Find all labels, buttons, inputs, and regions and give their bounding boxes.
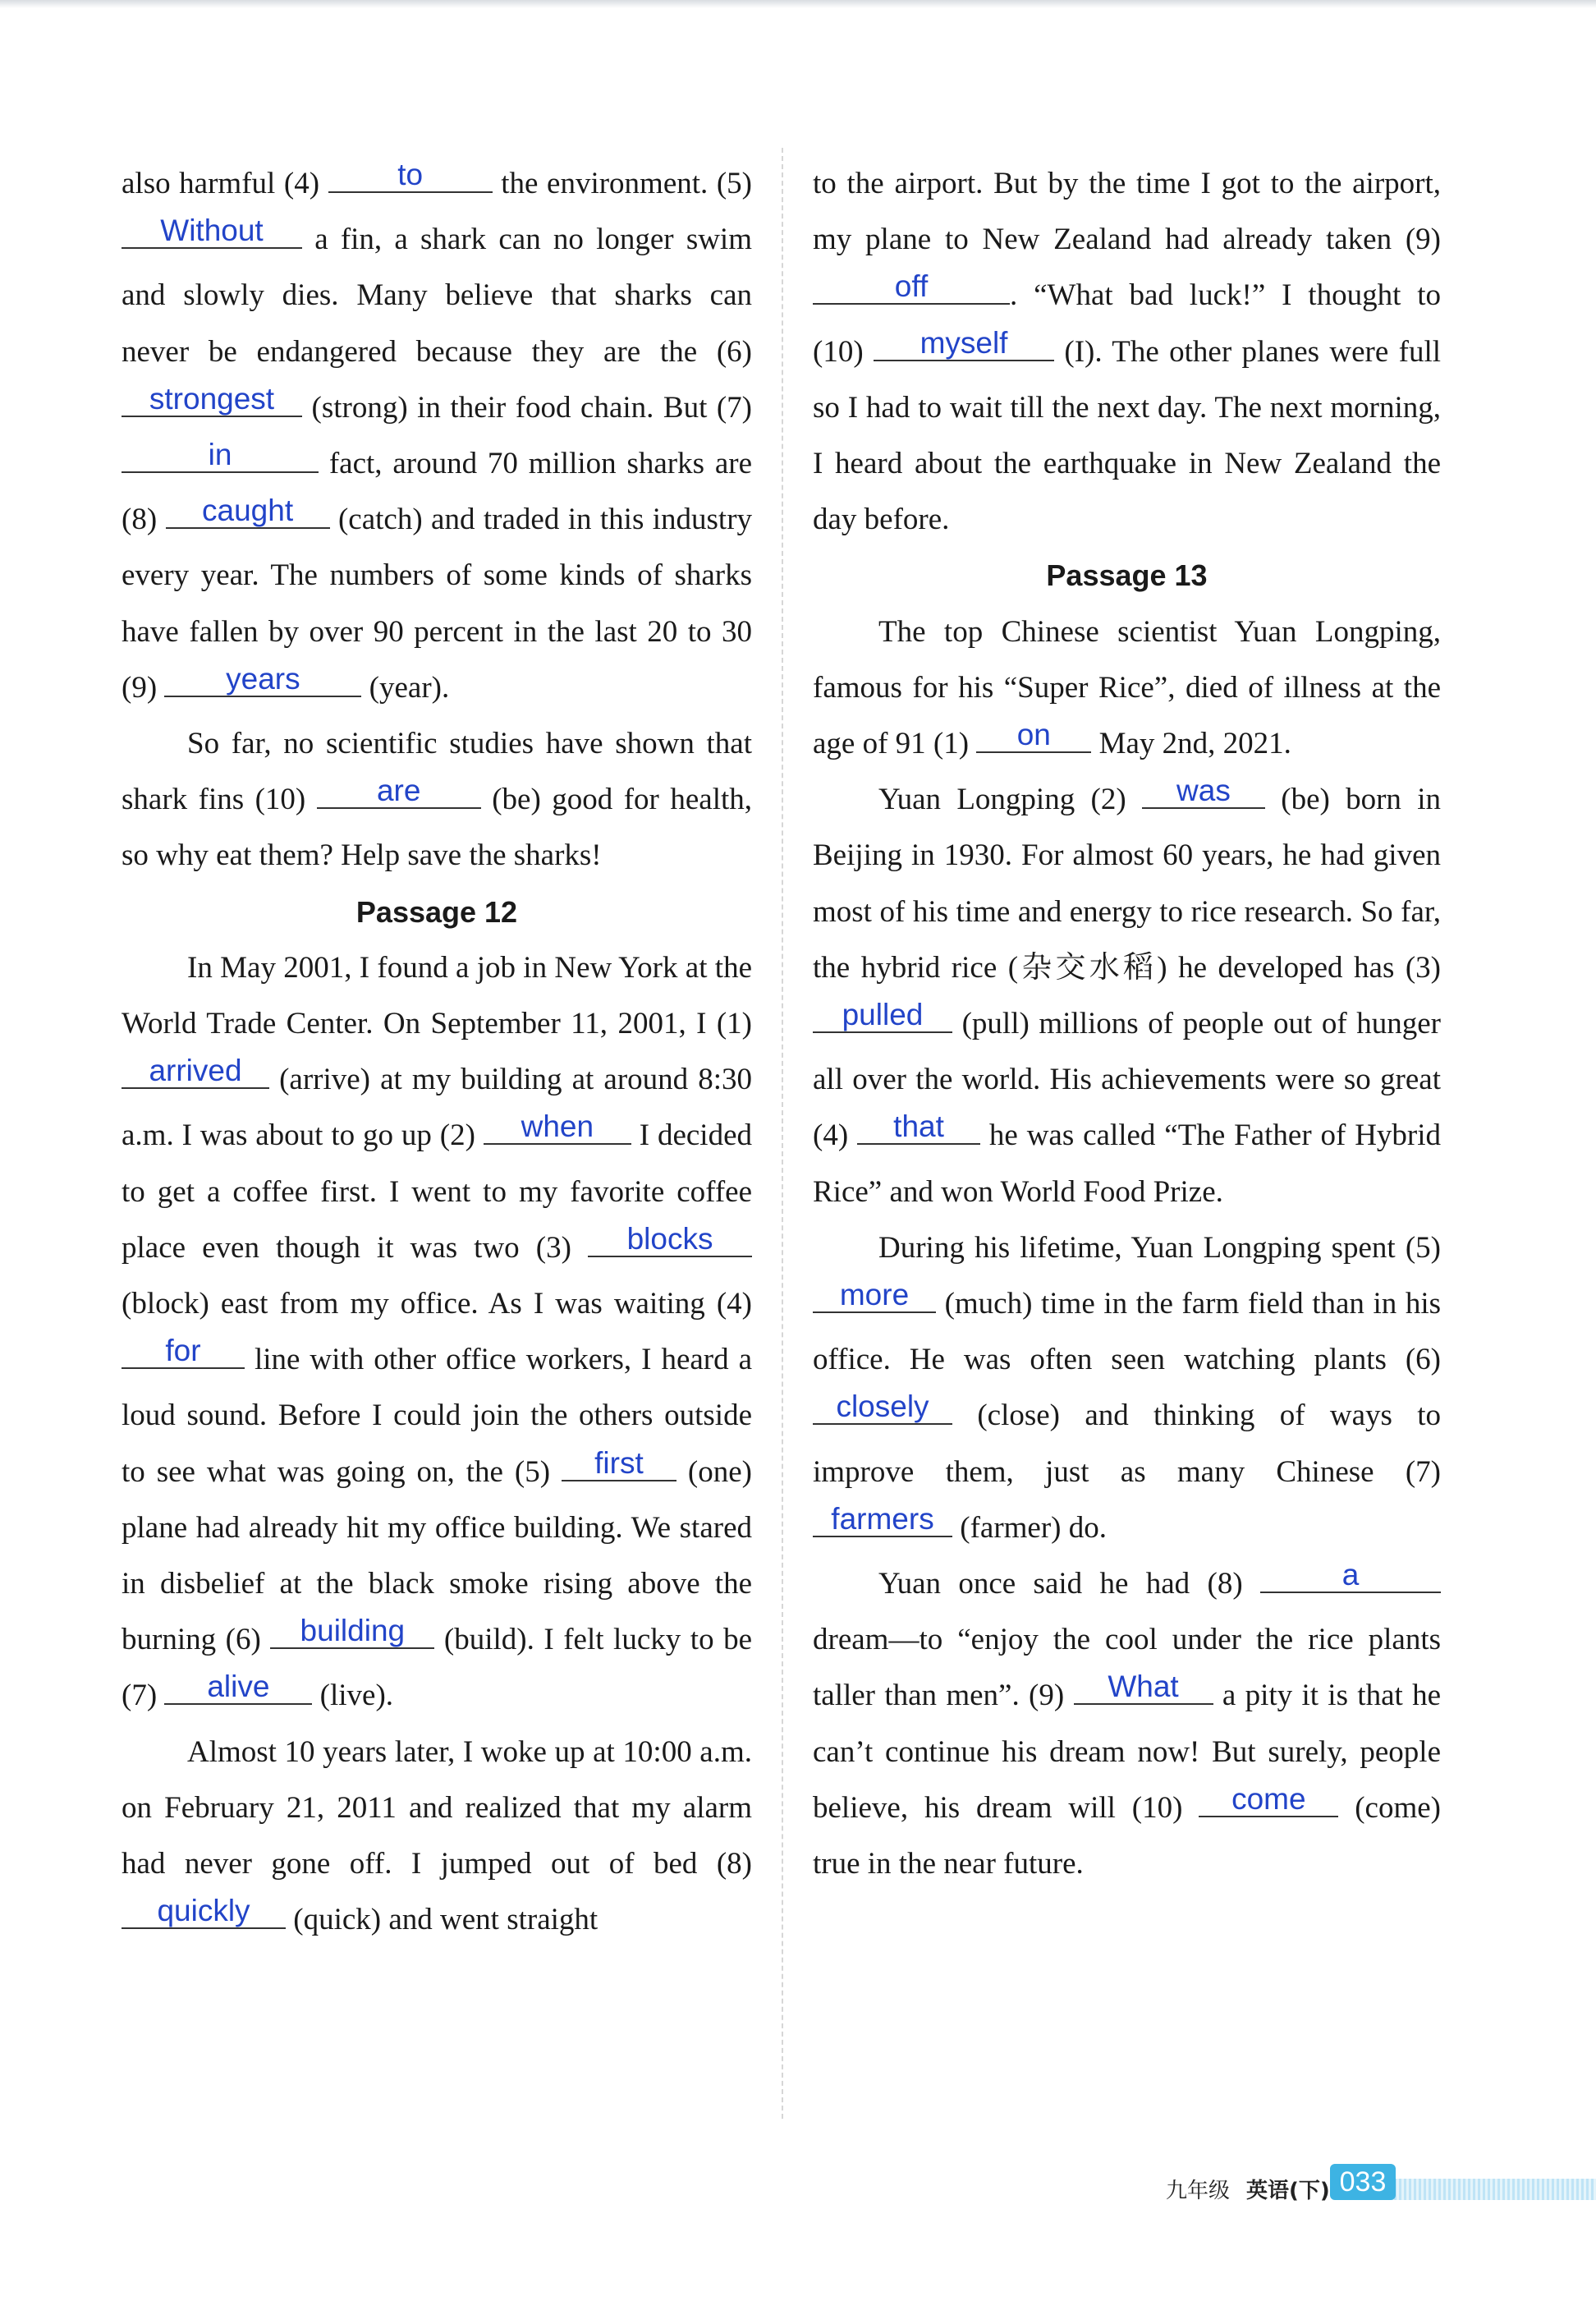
passage-12-paragraph-1 [122,940,752,1725]
grade-label: 九年级 [1166,2179,1231,2203]
page-footer [1136,2156,1596,2205]
blank-9 [1074,1670,1213,1705]
text: (build). I felt lucky to be (7) [122,1623,753,1713]
text: (catch) and traded in this industry every year. The numbers of some kinds of sharks have fallen by over 90 percent in the last 20 to 30 (9) [122,503,753,705]
answer: What [1108,1670,1179,1704]
answer: in [208,438,232,472]
passage-12-title: Passage 12 [355,894,518,929]
passage-13-paragraph-4 [813,1556,1441,1892]
passage-13-paragraph-3 [813,1220,1441,1556]
subject-label: 英语(下) [1246,2179,1330,2203]
blank-4 [122,1334,245,1369]
answer: off [894,269,929,304]
blank-1 [976,718,1091,753]
text: (block) east from my office. As I was waiting (4) [122,1287,752,1321]
text: (year). [369,670,450,705]
answer: first [594,1445,644,1480]
answer: come [1231,1781,1306,1816]
passage-13-paragraph-2 [813,772,1441,1220]
text: a pity it is that he can’t continue his dream now! But surely, people believe, his dream will (10) [813,1679,1442,1825]
text: line with other office workers, I heard a loud sound. Before I could join the others outside to see what was going on, the (5) [122,1343,753,1489]
text: also harmful (4) [122,167,320,200]
text: So far, no scientific studies have shown that shark fins (10) [122,727,752,817]
blank-8 [166,494,330,529]
answer: pulled [842,998,924,1032]
text: (quick) and went straight [293,1903,598,1937]
text: I decided to get a coffee first. I went to my favorite coffee place even though it was two (3) [122,1118,753,1265]
text: (much) time in the farm field than in his office. He was often seen watching plants (6) [813,1287,1442,1377]
blank-8 [122,1894,286,1929]
text: to the airport. But by the time I got to the airport, my plane to New Zealand had already taken (9) [813,167,1441,257]
passage-12-paragraph-2-continued [813,156,1441,548]
passage-13-paragraph-1 [813,604,1441,773]
shark-paragraph-2 [122,716,752,884]
answer: that [893,1109,944,1144]
answer: farmers [831,1501,934,1536]
answer: myself [920,325,1008,360]
blank-4 [328,158,493,193]
text: Yuan once said he had (8) [878,1567,1243,1601]
text: (close) and thinking of ways to improve them, just as many Chinese (7) [813,1399,1441,1489]
text: (farmer) do. [960,1510,1107,1545]
text: May 2nd, 2021. [1098,727,1291,761]
text: he was called “The Father of Hybrid Rice” and won World Food Prize. [813,1118,1442,1209]
answer: quickly [157,1894,250,1928]
blank-7 [164,1670,312,1705]
text: The top Chinese scientist Yuan Longping, famous for his “Super Rice”, died of illness at the age of 91 (1) [813,614,1441,761]
blank-5 [122,214,302,249]
answer: building [300,1614,406,1648]
text: (be) good for health, so why eat them? Help save the sharks! [122,783,753,873]
answer: closely [836,1389,929,1424]
passage-12-paragraph-2 [122,1725,752,1949]
answer: was [1176,774,1231,808]
passage-13-title: Passage 13 [1046,558,1208,593]
blank-7 [122,438,319,473]
text: (come) true in the near future. [813,1790,1442,1881]
text: (arrive) at my building at around 8:30 a.m. I was about to go up (2) [122,1063,752,1153]
blank-6 [813,1389,952,1425]
blank-10 [874,325,1054,361]
blank-8 [1260,1558,1441,1593]
blank-9 [164,661,361,697]
answer: alive [207,1670,270,1704]
blank-1 [122,1054,269,1089]
blank-9 [813,269,1010,305]
answer: when [521,1109,594,1144]
text: In May 2001, I found a job in New York at the World Trade Center. On September 11, 2001, I (1) [122,950,752,1041]
text: . “What bad luck!” I thought to (10) [813,278,1441,369]
text: Yuan Longping (2) [878,783,1126,817]
page-top-edge [0,0,1596,8]
answer: Without [160,214,264,248]
text: (strong) in their food chain. But (7) [311,390,752,425]
text: (live). [319,1679,394,1713]
text: (I). The other planes were full so I had to wait till the next day. The next morning, I heard about the earthquake in New Zealand the day before. [813,334,1442,537]
text: (pull) millions of people out of hunger all over the world. His achievements were so great (4) [813,1007,1442,1153]
blank-7 [813,1501,952,1537]
blank-6 [270,1614,434,1649]
blank-4 [857,1109,980,1145]
blank-6 [122,381,302,417]
answer: for [165,1334,201,1368]
text: Almost 10 years later, I woke up at 10:00 a.m. on February 21, 2011 and realized that my alarm had never gone off. I jumped out of bed (8) [122,1734,752,1881]
right-column [813,156,1441,1892]
text: the environment. (5) [501,167,753,200]
text: During his lifetime, Yuan Longping spent (5) [878,1230,1441,1265]
text: a fin, a shark can no longer swim and slowly dies. Many believe that sharks can never be endangered because they are the (6) [122,223,752,369]
answer: caught [202,494,294,528]
page-number: 033 [1330,2164,1396,2200]
blank-5 [813,1278,936,1313]
blank-10 [1199,1781,1338,1817]
answer: blocks [626,1221,713,1256]
answer: strongest [149,381,275,416]
answer: to [397,158,424,191]
answer: years [226,661,300,696]
column-divider [782,148,783,2119]
text: (one) plane had already hit my office building. We stared in disbelief at the black smoke rising above the burning (6) [122,1454,752,1657]
blank-10 [317,774,481,809]
blank-2 [1142,774,1265,809]
left-column [122,156,752,1949]
answer: a [1341,1558,1360,1592]
blank-2 [484,1109,631,1145]
answer: arrived [149,1054,242,1088]
answer: on [1016,718,1051,752]
blank-3 [588,1221,752,1257]
blank-5 [562,1445,676,1481]
blank-3 [813,998,952,1033]
answer: more [839,1278,910,1312]
shark-paragraph-1 [122,156,752,716]
answer: are [376,774,421,808]
text: fact, around 70 million sharks are (8) [122,447,753,537]
text: dream—to “enjoy the cool under the rice plants taller than men”. (9) [813,1623,1441,1713]
text: (be) born in Beijing in 1930. For almost 60 years, he had given most of his time and energy to rice research. So far, the hybrid rice (杂交水稻) he developed has (3) [813,783,1441,985]
